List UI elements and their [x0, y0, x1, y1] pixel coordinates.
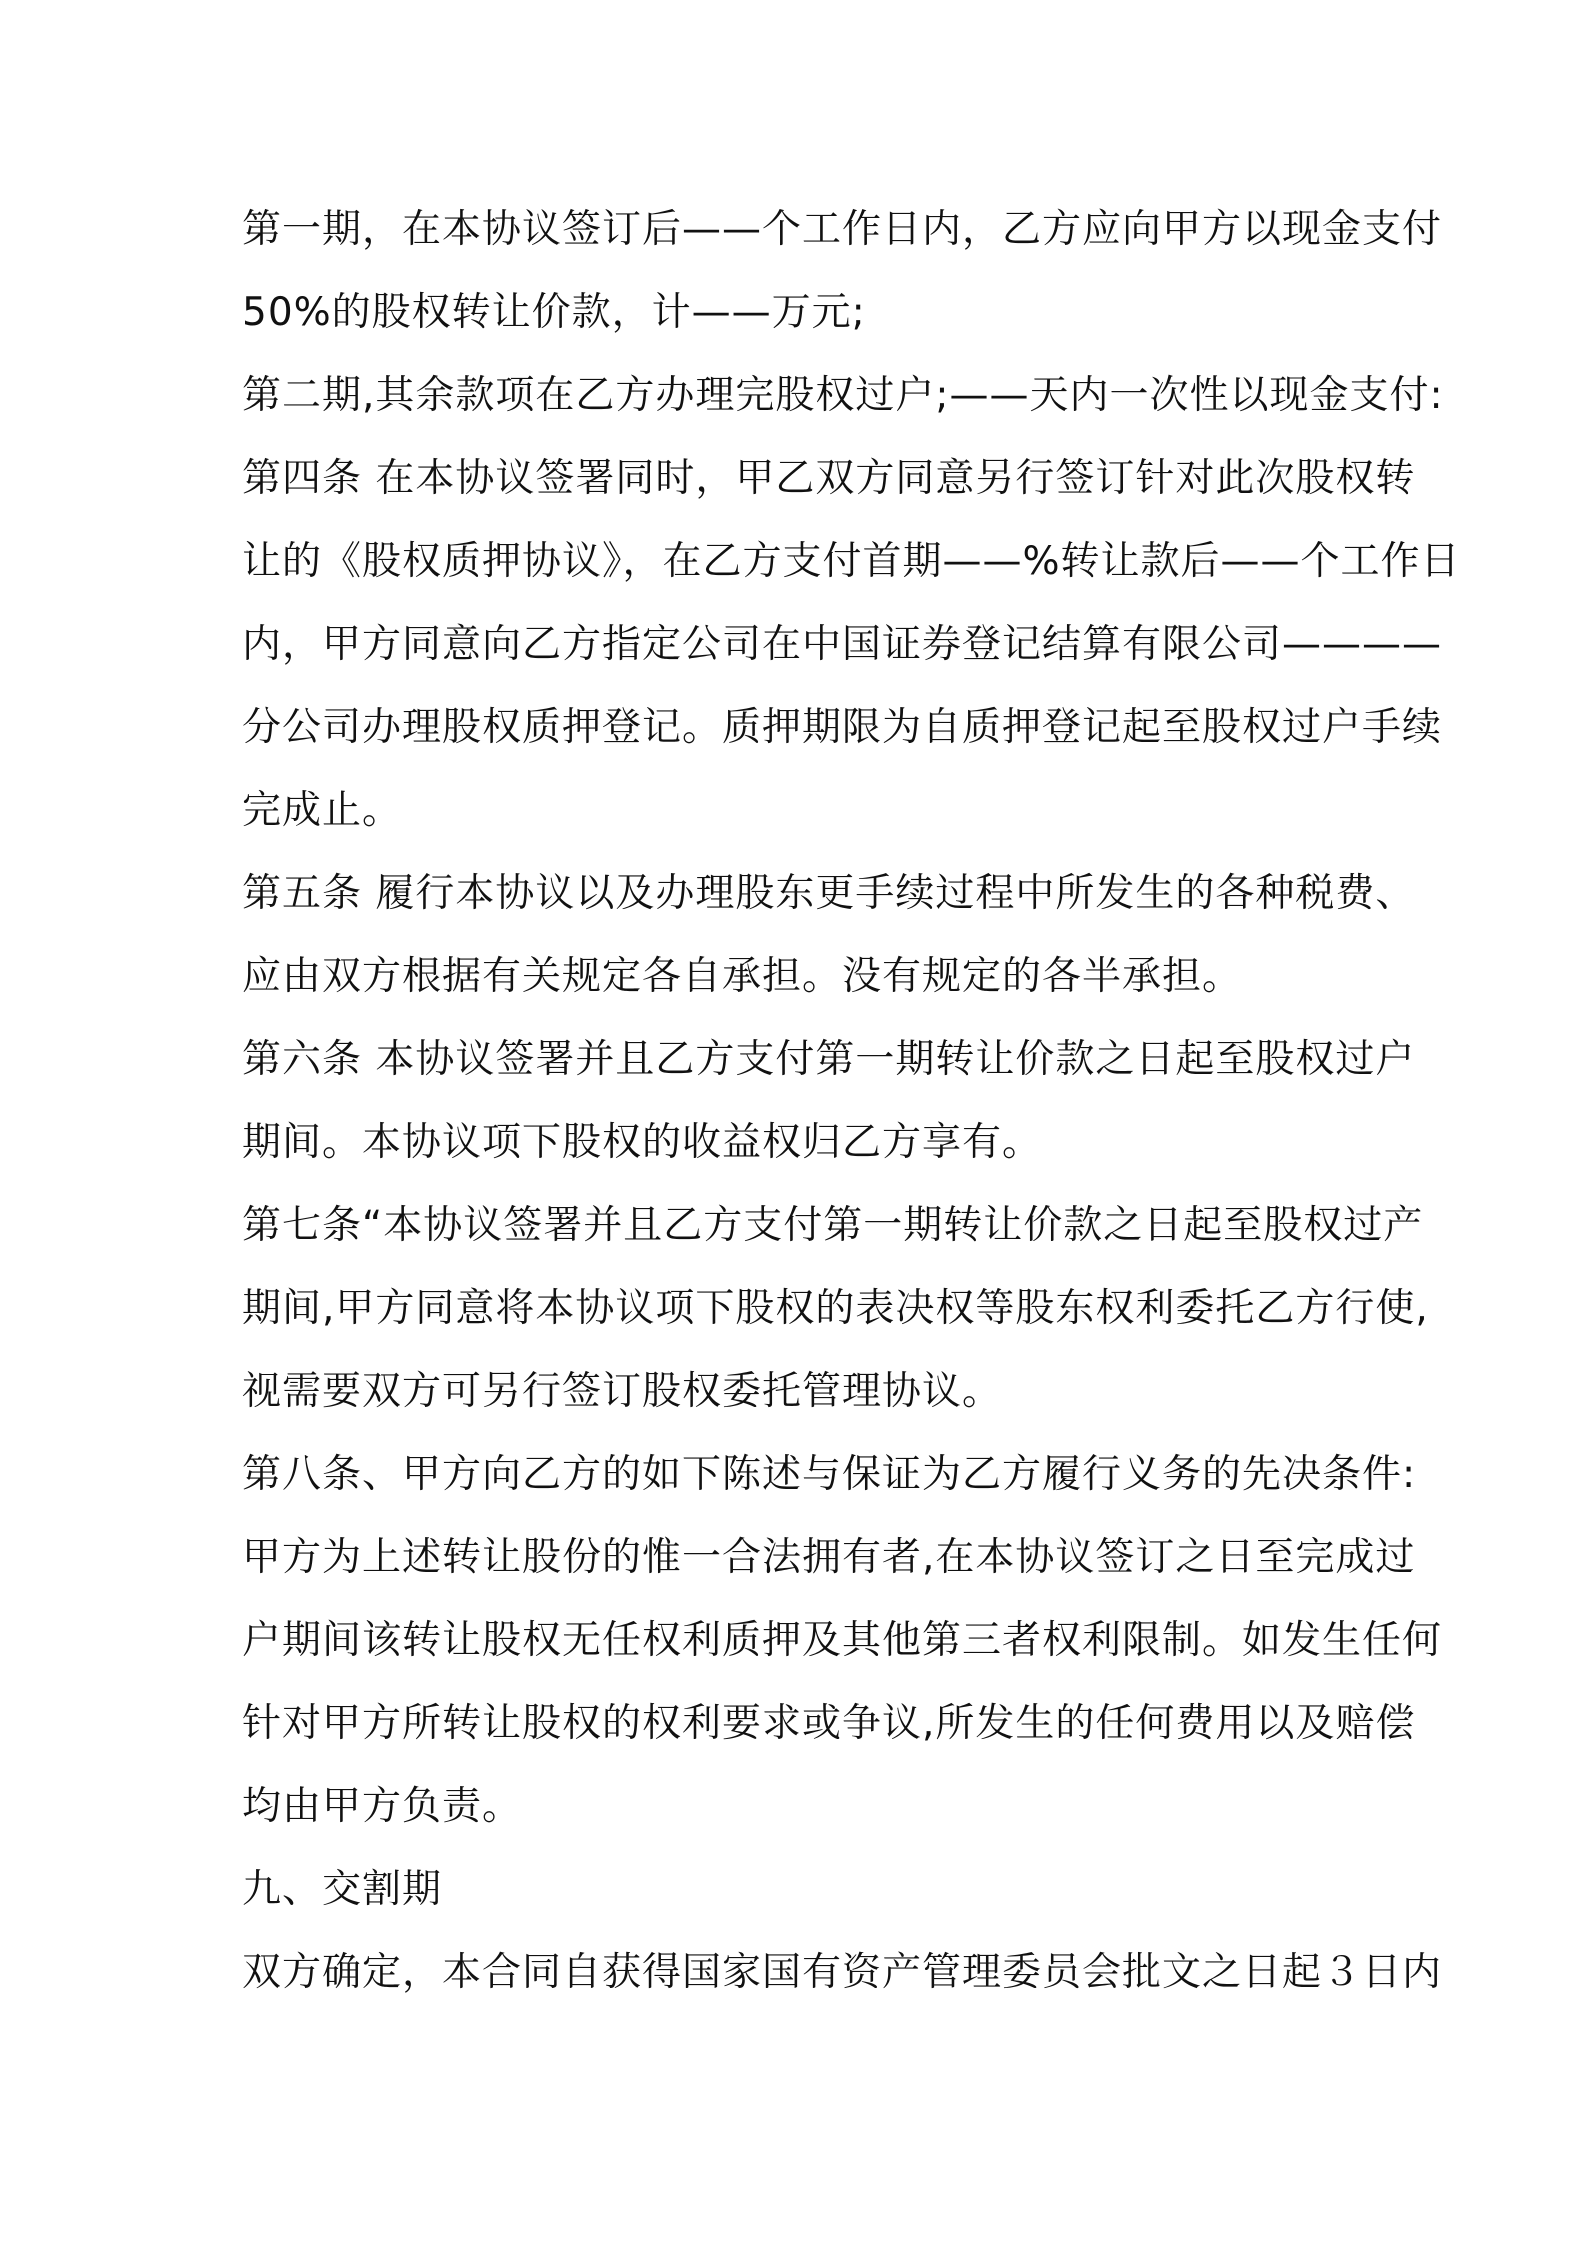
- text-line: 完成止。: [242, 788, 403, 833]
- text-line: 期间,甲方同意将本协议项下股权的表决权等股东权利委托乙方行使,: [242, 1286, 1429, 1331]
- text-line: 第四条 在本协议签署同时，甲乙双方同意另行签订针对此次股权转: [242, 456, 1416, 501]
- text-line: 针对甲方所转让股权的权利要求或争议,所发生的任何费用以及赔偿: [242, 1701, 1416, 1746]
- text-line: 期间。本协议项下股权的收益权归乙方享有。: [242, 1120, 1043, 1165]
- text-line: 第七条“本协议签署并且乙方支付第一期转让价款之日起至股权过产: [242, 1203, 1424, 1248]
- text-line: 视需要双方可另行签订股权委托管理协议。: [242, 1369, 1003, 1414]
- text-line: 让的《股权质押协议》，在乙方支付首期——%转让款后——个工作日: [242, 539, 1461, 584]
- text-line: 第六条 本协议签署并且乙方支付第一期转让价款之日起至股权过户: [242, 1037, 1416, 1082]
- text-line: 第二期,其余款项在乙方办理完股权过户;——天内一次性以现金支付:: [242, 373, 1444, 418]
- text-line: 第五条 履行本协议以及办理股东更手续过程中所发生的各种税费、: [242, 871, 1416, 916]
- text-line: 第八条、甲方向乙方的如下陈述与保证为乙方履行义务的先决条件:: [242, 1452, 1417, 1497]
- text-line: 内，甲方同意向乙方指定公司在中国证券登记结算有限公司————: [242, 622, 1443, 667]
- text-line: 均由甲方负责。: [242, 1784, 523, 1829]
- text-line: 50%的股权转让价款，计——万元;: [242, 290, 866, 335]
- text-line: 第一期，在本协议签订后——个工作日内，乙方应向甲方以现金支付: [242, 207, 1443, 252]
- text-line: 甲方为上述转让股份的惟一合法拥有者,在本协议签订之日至完成过: [242, 1535, 1416, 1580]
- text-line: 应由双方根据有关规定各自承担。没有规定的各半承担。: [242, 954, 1243, 999]
- text-line: 双方确定，本合同自获得国家国有资产管理委员会批文之日起３日内: [242, 1950, 1443, 1995]
- text-line: 户期间该转让股权无任权利质押及其他第三者权利限制。如发生任何: [242, 1618, 1443, 1663]
- section-heading: 九、交割期: [242, 1867, 443, 1912]
- text-line: 分公司办理股权质押登记。质押期限为自质押登记起至股权过户手续: [242, 705, 1443, 750]
